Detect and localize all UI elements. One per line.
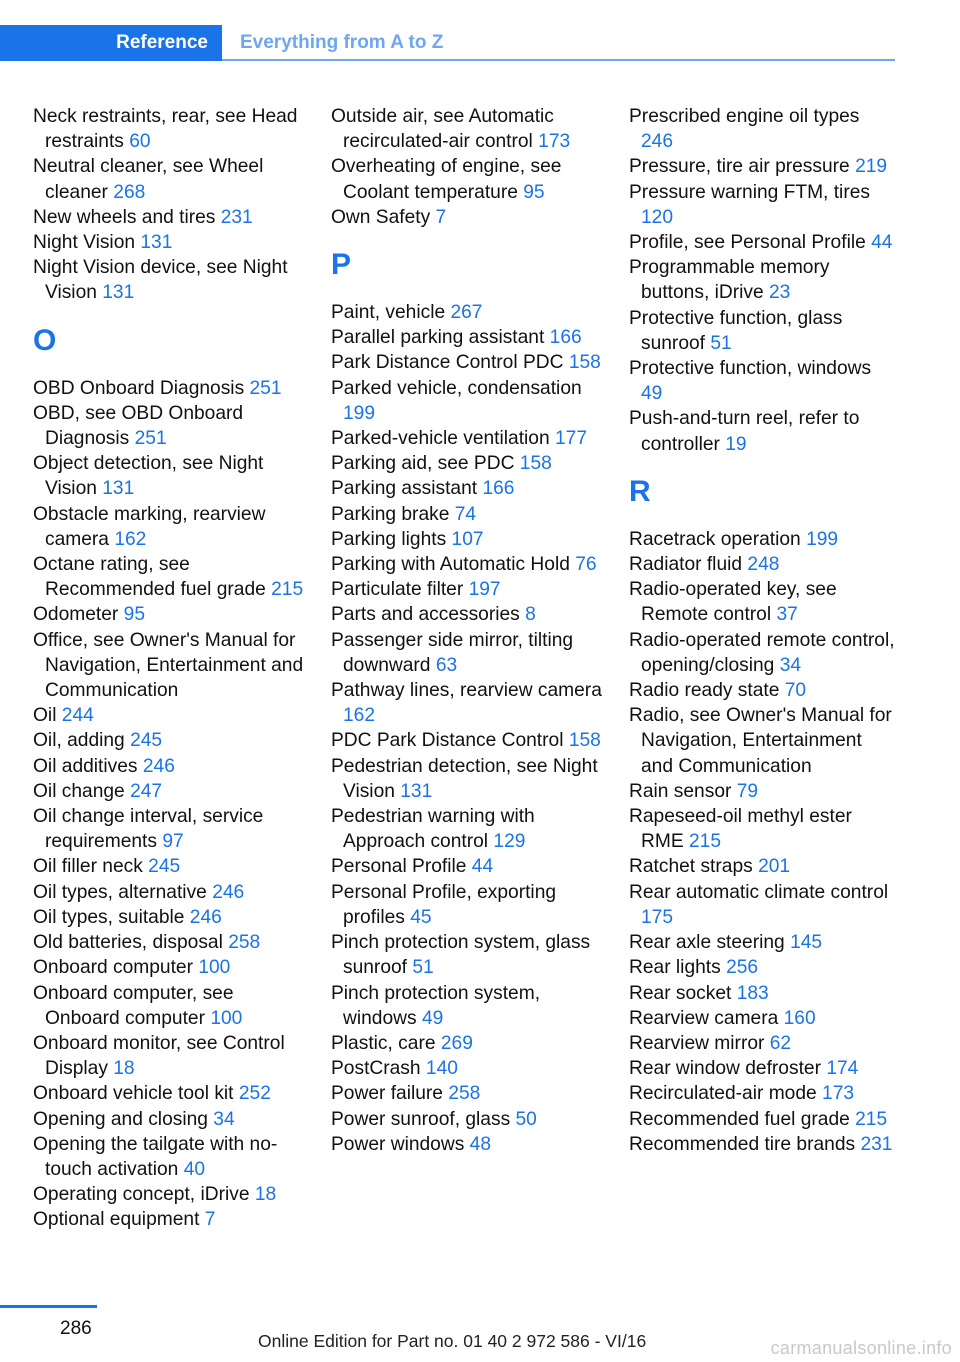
page-link[interactable]: 231	[860, 1133, 893, 1155]
page-link[interactable]: 40	[183, 1158, 206, 1180]
index-entry-text: Power failure	[331, 1083, 443, 1105]
page-link[interactable]: 201	[758, 856, 791, 878]
index-entry-text: Overheating of engine, see Coolant temperature	[331, 156, 562, 203]
index-entry	[331, 451, 606, 476]
index-entry-text: Optional equipment	[33, 1209, 200, 1231]
page-link[interactable]: 120	[641, 206, 674, 228]
index-entry-text: Neutral cleaner, see Wheel cleaner	[33, 156, 264, 203]
index-entry-text: Parking aid, see PDC	[331, 453, 515, 475]
index-entry-text: Park Distance Control PDC	[331, 352, 564, 374]
index-entry	[33, 1132, 305, 1182]
index-entry-text: Night Vision	[33, 232, 136, 254]
page-link[interactable]: 174	[826, 1058, 859, 1080]
index-entry	[331, 880, 606, 930]
page-link[interactable]: 246	[212, 881, 245, 903]
page-link[interactable]: 269	[440, 1032, 473, 1054]
index-entry	[33, 502, 305, 552]
index-column-2	[331, 104, 606, 1157]
index-letter-heading: O	[33, 323, 57, 357]
page-link[interactable]: 183	[736, 982, 769, 1004]
index-entry	[331, 804, 606, 854]
index-entry	[331, 350, 606, 375]
index-entry	[331, 1031, 606, 1056]
index-entry	[331, 1107, 606, 1132]
page-link[interactable]: 251	[134, 428, 167, 450]
page-link[interactable]: 268	[113, 181, 146, 203]
index-entry-text: Oil filler neck	[33, 856, 143, 878]
page-link[interactable]: 44	[871, 232, 893, 254]
page-link[interactable]: 140	[425, 1058, 458, 1080]
page-link[interactable]: 62	[769, 1032, 792, 1054]
index-entry-text: OBD Onboard Diagnosis	[33, 377, 245, 399]
page-link[interactable]: 231	[220, 206, 253, 228]
section-tab: Reference	[0, 25, 222, 61]
index-entry	[331, 628, 606, 678]
index-entry-text: Onboard monitor, see Control Display	[33, 1032, 285, 1080]
page-link[interactable]: 219	[855, 156, 888, 178]
edition-note: Online Edition for Part no. 01 40 2 972 586 - VI/16	[258, 1331, 647, 1351]
index-entry-text: Onboard vehicle tool kit	[33, 1083, 234, 1105]
index-entry	[331, 426, 606, 451]
index-entry-text: Recirculated-air mode	[629, 1083, 817, 1105]
page-link[interactable]: 60	[129, 131, 151, 153]
page-link[interactable]: 199	[343, 402, 376, 424]
index-entry-text: Old batteries, disposal	[33, 932, 223, 954]
index-entry	[331, 1132, 606, 1157]
index-entry	[33, 1031, 305, 1081]
page-link[interactable]: 70	[784, 680, 807, 702]
index-letter-heading: P	[331, 248, 352, 282]
index-entry	[331, 325, 606, 350]
page-link[interactable]: 246	[641, 131, 674, 153]
page-link[interactable]: 63	[435, 654, 458, 676]
page-link[interactable]: 173	[538, 131, 571, 153]
index-entry-text: Operating concept, iDrive	[33, 1184, 250, 1206]
index-entry	[629, 1107, 895, 1132]
page-link[interactable]: 256	[726, 957, 759, 979]
index-entry-text: Ratchet straps	[629, 856, 753, 878]
page-link[interactable]: 34	[213, 1108, 235, 1130]
index-entry-text: Oil additives	[33, 755, 138, 777]
page-link[interactable]: 100	[210, 1007, 243, 1029]
index-entry-text: Racetrack operation	[629, 528, 801, 550]
index-entry-text: Rear automatic climate control	[629, 881, 889, 903]
page-link[interactable]: 244	[61, 705, 94, 727]
index-entry-text: Parking lights	[331, 528, 447, 550]
index-entry	[331, 476, 606, 501]
index-entry	[331, 104, 606, 154]
index-entry	[331, 981, 606, 1031]
page-link[interactable]: 215	[271, 579, 304, 601]
index-entry-text: Night Vision device, see Night Vision	[33, 257, 288, 304]
index-entry-text: Parallel parking assistant	[331, 327, 545, 349]
index-entry	[629, 104, 895, 154]
page-link[interactable]: 258	[228, 932, 261, 954]
index-entry	[33, 1182, 305, 1207]
index-entry	[33, 401, 305, 451]
index-entry	[33, 930, 305, 955]
index-entry-text: Oil, adding	[33, 730, 125, 752]
page-link[interactable]: 162	[114, 528, 147, 550]
index-entry	[33, 255, 305, 305]
page-link[interactable]: 247	[130, 780, 163, 802]
page-link[interactable]: 166	[549, 327, 582, 349]
index-entry	[331, 930, 606, 980]
index-entry-text: Obstacle marking, rearview camera	[33, 503, 266, 550]
page-link[interactable]: 258	[448, 1083, 481, 1105]
index-entry-text: Plastic, care	[331, 1032, 436, 1054]
index-entry	[33, 779, 305, 804]
index-entry-text: Parking brake	[331, 503, 450, 525]
index-entry-text: Protective function, glass sunroof	[629, 307, 843, 354]
index-entry	[33, 804, 305, 854]
index-entry	[331, 300, 606, 325]
index-entry	[629, 1056, 895, 1081]
index-entry	[629, 230, 895, 255]
index-entry-text: Radio-operated key, see Remote control	[629, 579, 837, 626]
page-link[interactable]: 166	[482, 478, 515, 500]
index-entry	[33, 703, 305, 728]
page-link[interactable]: 18	[113, 1058, 135, 1080]
index-entry	[629, 1031, 895, 1056]
index-entry-text: Parking assistant	[331, 478, 478, 500]
index-entry-text: Rear window defroster	[629, 1058, 821, 1080]
page-link[interactable]: 79	[736, 780, 759, 802]
index-entry-text: Profile, see Personal Profile	[629, 232, 866, 254]
page-link[interactable]: 145	[790, 932, 823, 954]
index-entry	[33, 1107, 305, 1132]
index-entry-text: Rearview mirror	[629, 1032, 765, 1054]
page-link[interactable]: 23	[768, 282, 791, 304]
index-entry	[331, 527, 606, 552]
page-link[interactable]: 44	[471, 856, 494, 878]
index-entry	[629, 356, 895, 406]
index-entry	[629, 406, 895, 456]
index-entry-text: Neck restraints, rear, see Head restraints	[33, 106, 298, 153]
index-entry	[33, 628, 305, 704]
index-column-3	[629, 104, 895, 1157]
index-entry-text: Pedestrian detection, see Night Vision	[331, 755, 598, 802]
index-entry	[331, 1081, 606, 1106]
page-link[interactable]: 215	[688, 831, 721, 853]
index-entry-text: Radio-operated remote control, opening/closing	[629, 629, 895, 676]
page-link[interactable]: 37	[776, 604, 798, 626]
index-entry	[33, 376, 305, 401]
index-entry	[629, 880, 895, 930]
index-entry	[629, 1132, 895, 1157]
index-entry-text: Radio ready state	[629, 680, 780, 702]
page-link[interactable]: 245	[130, 730, 163, 752]
index-entry-text: Own Safety	[331, 206, 431, 228]
index-entry-text: Pressure, tire air pressure	[629, 156, 850, 178]
page-link[interactable]: 158	[519, 453, 552, 475]
index-entry	[629, 527, 895, 552]
page-link[interactable]: 95	[523, 181, 545, 203]
index-entry	[331, 754, 606, 804]
page-link[interactable]: 131	[102, 478, 135, 500]
index-entry	[331, 1056, 606, 1081]
index-entry-text: Pressure warning FTM, tires	[629, 181, 870, 203]
index-entry-text: Recommended tire brands	[629, 1133, 856, 1155]
page-link[interactable]: 100	[198, 957, 231, 979]
index-letter-heading: R	[629, 474, 651, 508]
index-entry	[33, 981, 305, 1031]
page-link[interactable]: 199	[806, 528, 839, 550]
page-link[interactable]: 129	[493, 831, 526, 853]
page-link[interactable]: 97	[162, 831, 184, 853]
page-link[interactable]: 49	[641, 383, 663, 405]
index-entry-text: Prescribed engine oil types	[629, 106, 860, 127]
index-entry	[33, 205, 305, 230]
page-link[interactable]: 158	[568, 730, 601, 752]
index-entry-text: Rapeseed-oil methyl ester RME	[629, 806, 852, 853]
index-entry	[33, 854, 305, 879]
page-link[interactable]: 246	[189, 906, 222, 928]
index-entry	[629, 154, 895, 179]
index-entry	[629, 678, 895, 703]
index-entry	[629, 703, 895, 779]
index-entry-text: Radiator fluid	[629, 554, 743, 576]
index-entry-text: Personal Profile	[331, 856, 467, 878]
index-entry-text: Object detection, see Night Vision	[33, 453, 264, 500]
index-entry-text: Rearview camera	[629, 1007, 779, 1029]
page-link[interactable]: 51	[412, 957, 434, 979]
index-entry-text: Pinch protection system, glass sunroof	[331, 932, 591, 979]
index-entry	[33, 451, 305, 501]
page-link[interactable]: 252	[238, 1083, 271, 1105]
page-link[interactable]: 131	[140, 232, 173, 254]
page-link[interactable]: 7	[204, 1209, 216, 1231]
page-link[interactable]: 158	[568, 352, 601, 374]
index-entry	[629, 930, 895, 955]
index-entry	[629, 306, 895, 356]
index-entry	[331, 205, 606, 230]
index-entry-text: Rear socket	[629, 982, 732, 1004]
index-entry-text: Personal Profile, exporting profiles	[331, 881, 557, 928]
page-number: 286	[60, 1318, 92, 1339]
index-entry-text: Oil types, suitable	[33, 906, 185, 928]
page-link[interactable]: 162	[343, 705, 376, 727]
header-rule	[222, 59, 895, 61]
index-entry	[331, 854, 606, 879]
index-entry-text: Odometer	[33, 604, 119, 626]
index-entry-text: Paint, vehicle	[331, 302, 446, 324]
footer-rule	[0, 1305, 97, 1308]
index-entry	[629, 628, 895, 678]
index-entry-text: Parked vehicle, condensation	[331, 377, 582, 399]
index-entry	[629, 255, 895, 305]
index-entry-text: Radio, see Owner's Manual for Navigation, Entertainment and Communication	[629, 705, 892, 777]
index-entry	[629, 180, 895, 230]
index-entry-text: Rear lights	[629, 957, 721, 979]
index-entry	[331, 577, 606, 602]
page-link[interactable]: 76	[575, 554, 597, 576]
page-link[interactable]: 160	[783, 1007, 816, 1029]
page-link[interactable]: 45	[410, 906, 432, 928]
page-link[interactable]: 51	[710, 332, 732, 354]
page-link[interactable]: 95	[123, 604, 146, 626]
index-entry-text: Power windows	[331, 1133, 465, 1155]
page-link[interactable]: 248	[747, 554, 780, 576]
index-entry-text: Rain sensor	[629, 780, 732, 802]
index-entry-text: Pinch protection system, windows	[331, 982, 541, 1029]
index-entry-text: Oil	[33, 705, 57, 727]
index-entry-text: Outside air, see Automatic recirculated-air control	[331, 106, 554, 153]
page-link[interactable]: 19	[725, 433, 747, 455]
index-entry	[33, 1207, 305, 1232]
page-link[interactable]: 34	[779, 654, 802, 676]
page-link[interactable]: 131	[400, 780, 433, 802]
page-link[interactable]: 175	[641, 906, 674, 928]
page-link[interactable]: 8	[525, 604, 536, 626]
page-link[interactable]: 74	[454, 503, 477, 525]
page-link[interactable]: 131	[102, 282, 135, 304]
page-link[interactable]: 245	[148, 856, 181, 878]
index-entry	[33, 602, 305, 627]
index-entry-text: Oil types, alternative	[33, 881, 207, 903]
index-entry	[33, 1081, 305, 1106]
page-link[interactable]: 267	[450, 302, 483, 324]
index-entry-text: PDC Park Distance Control	[331, 730, 564, 752]
index-entry	[629, 981, 895, 1006]
index-entry-text: Push-and-turn reel, refer to controller	[629, 408, 860, 455]
page-link[interactable]: 49	[421, 1007, 444, 1029]
index-entry	[33, 880, 305, 905]
index-entry-text: Onboard computer	[33, 957, 193, 979]
index-entry	[629, 1006, 895, 1031]
index-entry-text: PostCrash	[331, 1058, 421, 1080]
index-entry	[331, 154, 606, 204]
index-entry	[331, 552, 606, 577]
index-entry-text: Opening the tailgate with no-touch activation	[33, 1133, 278, 1180]
index-entry-text: Oil change	[33, 780, 125, 802]
index-entry	[331, 678, 606, 728]
watermark: carmanualsonline.info	[770, 1338, 952, 1358]
index-entry	[33, 955, 305, 980]
page-link[interactable]: 215	[855, 1108, 888, 1130]
index-entry	[33, 728, 305, 753]
index-entry	[629, 577, 895, 627]
index-entry-text: Oil change interval, service requirements	[33, 806, 264, 853]
page-link[interactable]: 107	[451, 528, 484, 550]
index-entry-text: Onboard computer, see Onboard computer	[33, 982, 234, 1029]
index-column-1	[33, 104, 305, 1233]
index-entry	[629, 552, 895, 577]
index-entry-text: Protective function, windows	[629, 358, 872, 380]
index-entry	[629, 804, 895, 854]
page-link[interactable]: 251	[249, 377, 282, 399]
page-header	[0, 25, 895, 61]
index-entry	[33, 104, 305, 154]
index-entry-text: Parked-vehicle ventilation	[331, 428, 550, 450]
chapter-title: Everything from A to Z	[240, 32, 444, 53]
index-entry-text: Pathway lines, rearview camera	[331, 680, 602, 702]
index-entry	[33, 552, 305, 602]
page-link[interactable]: 177	[555, 428, 588, 450]
index-entry-text: Pedestrian warning with Approach control	[331, 806, 535, 853]
index-entry	[33, 754, 305, 779]
index-entry	[629, 955, 895, 980]
index-entry-text: Recommended fuel grade	[629, 1108, 850, 1130]
index-entry	[331, 602, 606, 627]
index-entry	[33, 905, 305, 930]
index-entry	[331, 376, 606, 426]
index-entry-text: New wheels and tires	[33, 206, 216, 228]
page-link[interactable]: 48	[469, 1133, 491, 1155]
index-entry	[331, 502, 606, 527]
index-entry-text: Particulate filter	[331, 579, 464, 601]
index-entry-text: Parking with Automatic Hold	[331, 554, 570, 576]
index-entry-text: Office, see Owner's Manual for Navigation, Entertainment and Communication	[33, 629, 304, 702]
index-entry-text: Parts and accessories	[331, 604, 520, 626]
page-link[interactable]: 7	[435, 206, 447, 228]
index-entry-text: Passenger side mirror, tilting downward	[331, 629, 574, 676]
index-entry-text: Programmable memory buttons, iDrive	[629, 257, 830, 304]
index-entry	[33, 154, 305, 204]
index-entry	[629, 1081, 895, 1106]
index-entry	[629, 779, 895, 804]
index-entry-text: Rear axle steering	[629, 932, 785, 954]
page-link[interactable]: 197	[468, 579, 501, 601]
index-entry-text: Opening and closing	[33, 1108, 208, 1130]
index-entry-text: Octane rating, see Recommended fuel grade	[33, 554, 266, 601]
page-link[interactable]: 173	[822, 1083, 855, 1105]
index-entry-text: OBD, see OBD Onboard Diagnosis	[33, 402, 244, 450]
page-link[interactable]: 50	[515, 1108, 537, 1130]
index-entry	[331, 728, 606, 753]
page-link[interactable]: 18	[254, 1184, 277, 1206]
index-entry	[33, 230, 305, 255]
index-entry-text: Power sunroof, glass	[331, 1108, 511, 1130]
index-entry	[629, 854, 895, 879]
page-link[interactable]: 246	[142, 755, 175, 777]
